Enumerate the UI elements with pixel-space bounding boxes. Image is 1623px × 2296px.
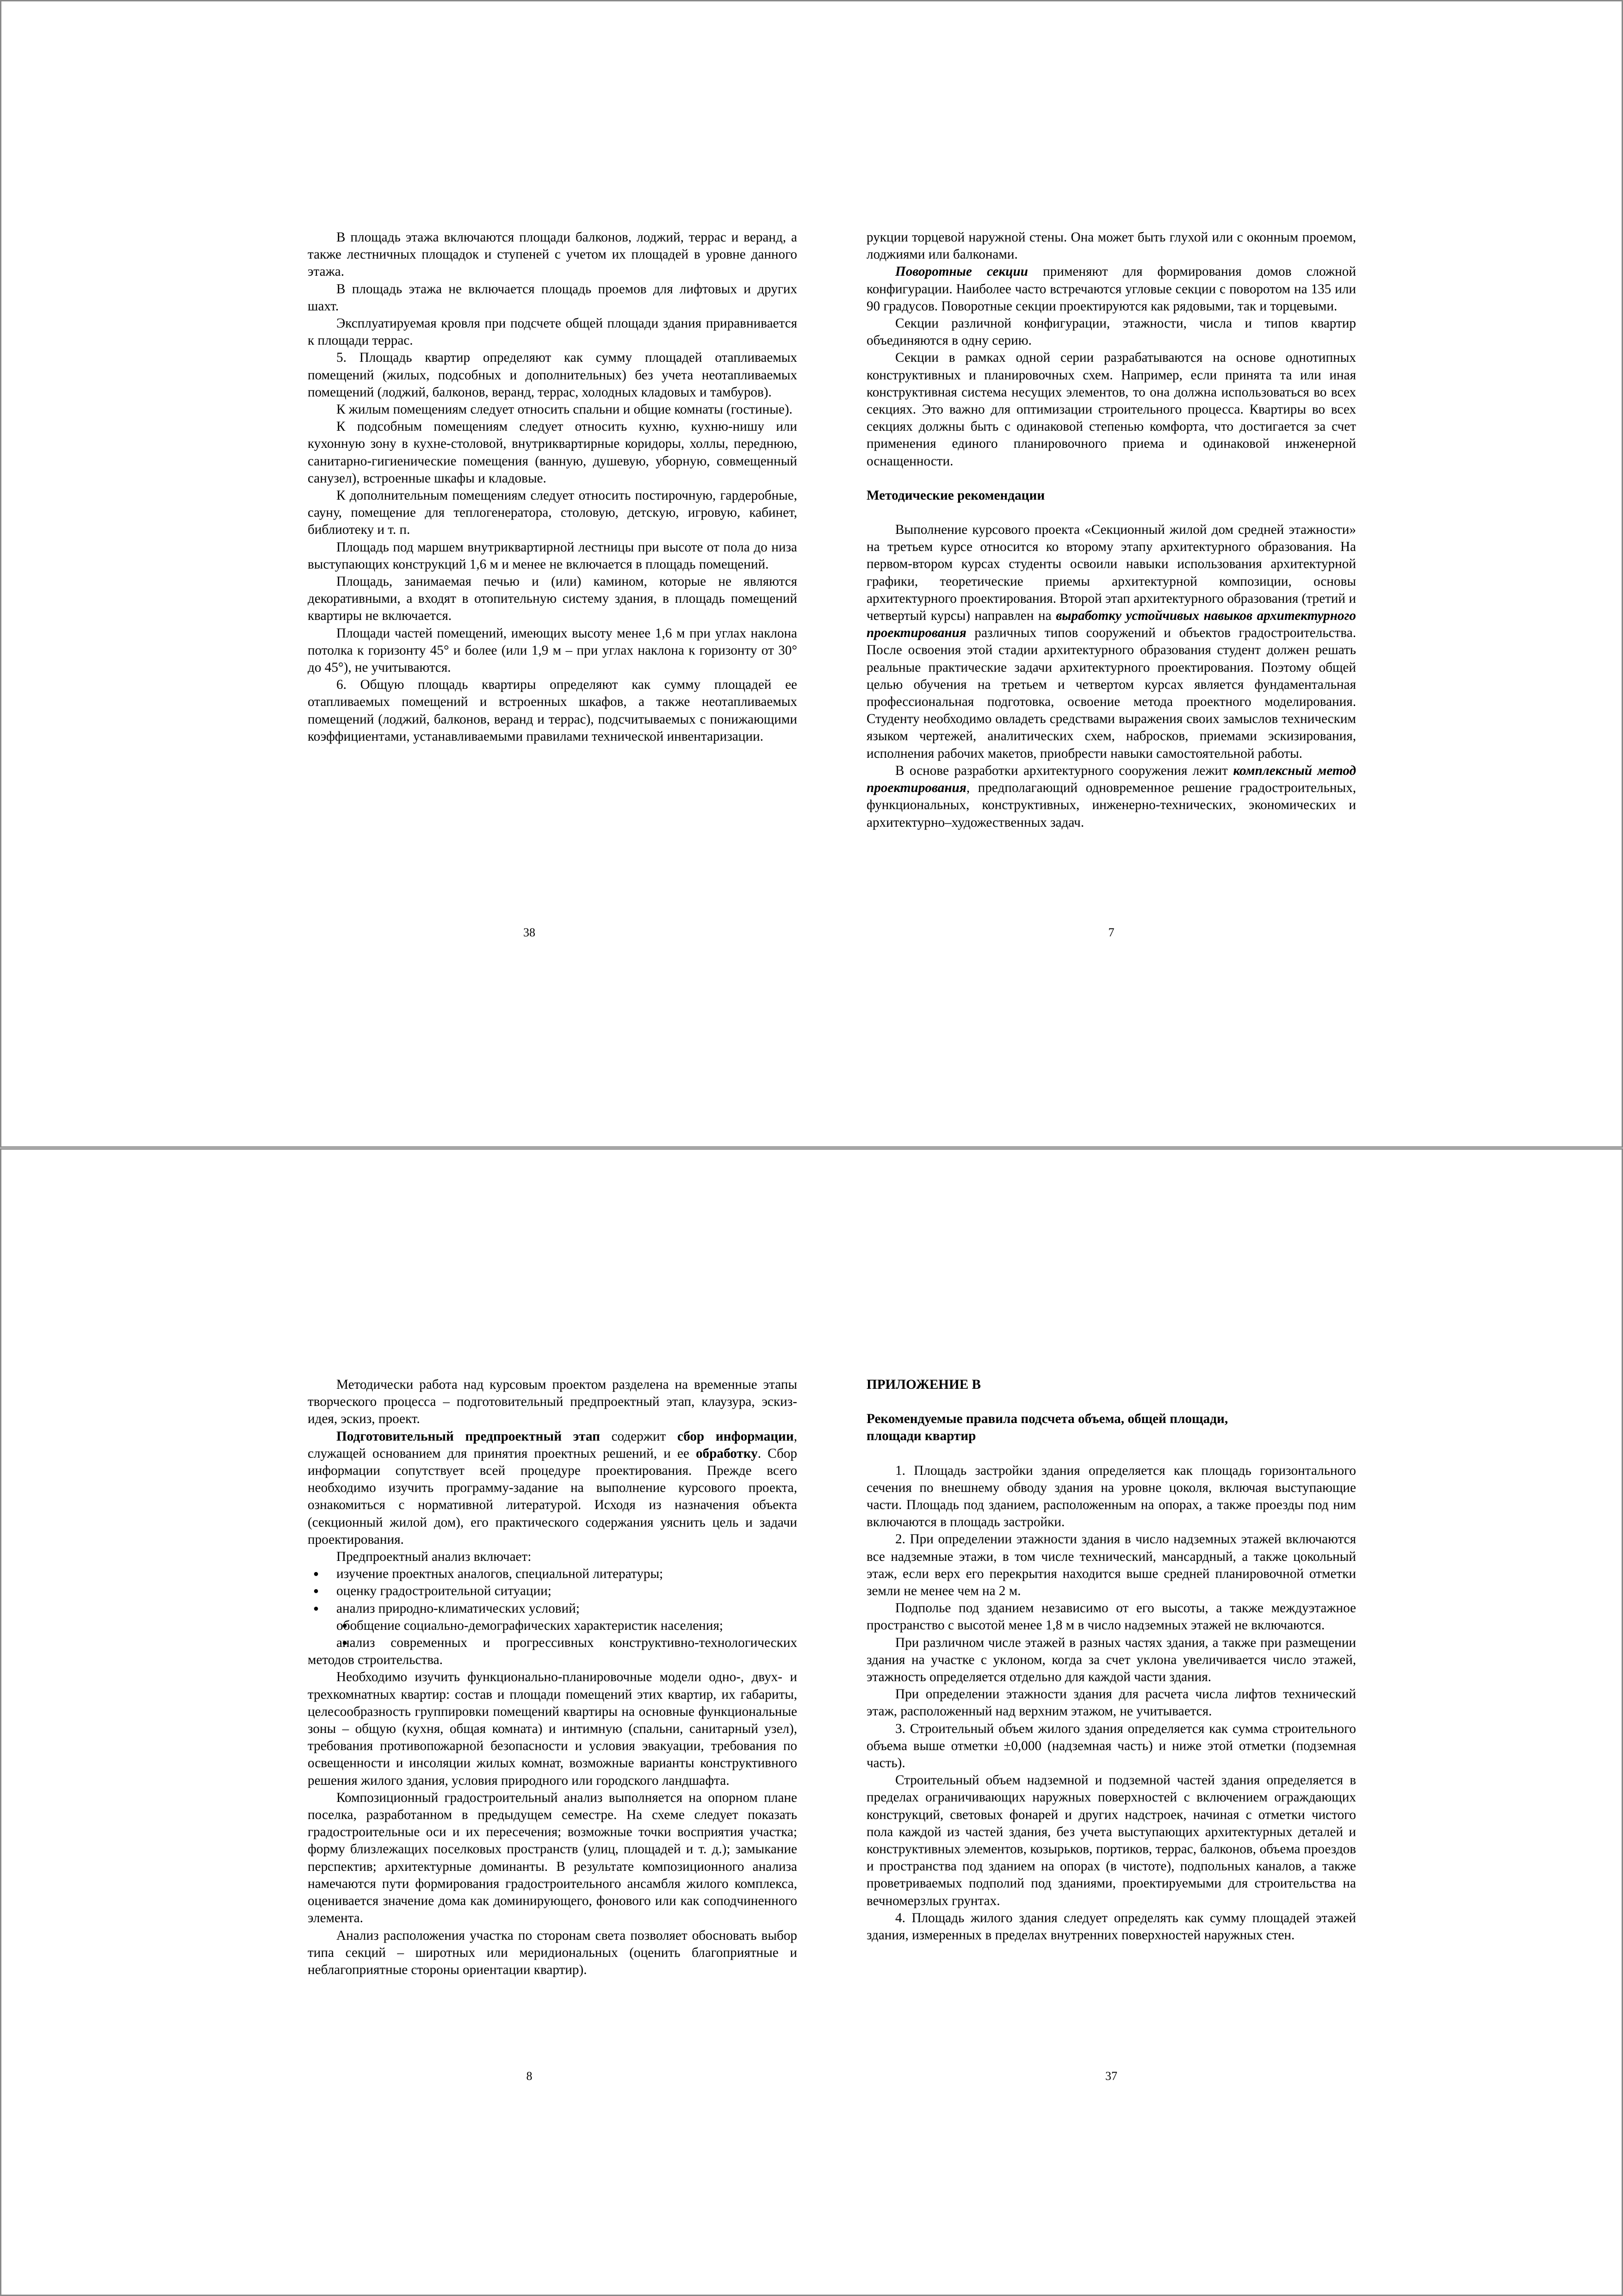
paragraph: К дополнительным помещениям следует относить постирочную, гардеробные, сауну, помещение для теплогенератора, столовую, детскую, игровую, кабинет, библиотеку и т. п. bbox=[308, 488, 797, 538]
paragraph: 4. Площадь жилого здания следует определять как сумму площадей этажей здания, измеренных в пределах внутренних поверхностей наружных стен. bbox=[867, 1910, 1356, 1943]
paragraph: Анализ расположения участка по сторонам света позволяет обосновать выбор типа секций – широтных или меридиональных (оценить благоприятные и неблагоприятные стороны ориентации квартир). bbox=[308, 1928, 797, 1977]
section-title: площади квартир bbox=[867, 1429, 976, 1444]
paragraph: К подсобным помещениям следует относить кухню, кухню-нишу или кухонную зону в кухне-столовой, внутриквартирные коридоры, холлы, переднюю, санитарно-гигиенические помещения (ванную, душевую, уборную, совмещенный санузел), встроенные шкафы и кладовые. bbox=[308, 419, 797, 486]
sheet-bottom bbox=[0, 1148, 1623, 2296]
section-title: Рекомендуемые правила подсчета объема, общей площади, bbox=[867, 1411, 1228, 1427]
list-item: ● анализ природно-климатических условий; bbox=[308, 1600, 797, 1617]
paragraph: Площадь, занимаемая печью и (или) камином, которые не являются декоративными, а входят в отопительную систему здания, в площадь помещений квартиры не включается. bbox=[308, 574, 797, 624]
paragraph: Эксплуатируемая кровля при подсчете общей площади здания приравнивается к площади террас. bbox=[308, 316, 797, 348]
paragraph-text: , служащей основанием для принятия проектных решений, и ее bbox=[308, 1429, 797, 1461]
paragraph: Предпроектный анализ включает: bbox=[336, 1549, 532, 1565]
paragraph-text: В основе разработки архитектурного сооружения лежит bbox=[895, 763, 1233, 778]
paragraph: 1. Площадь застройки здания определяется как площадь горизонтального сечения по внешнему обводу здания на уровне цоколя, включая выступающие части. Площадь под зданием, расположенным на опорах, а также проезды под ним включаются в площадь застройки. bbox=[867, 1463, 1356, 1530]
appendix-title: ПРИЛОЖЕНИЕ В bbox=[867, 1377, 981, 1392]
page-number: 38 bbox=[523, 926, 535, 939]
paragraph: Строительный объем надземной и подземной частей здания определяется в пределах ограничивающих наружных поверхностей с включением ограждающих конструкций, световых фонарей и других надстроек, начиная с отметки чистого пола каждой из частей здания, без учета выступающих архитектурных деталей и конструктивных элементов, козырьков, портиков, террас, балконов, объема проездов и пространства под зданием на опорах (в чистоте), подпольных каналов, а также проветриваемых подполий под зданиями, проектируемыми для строительства на вечномерзлых грунтах. bbox=[867, 1773, 1356, 1908]
paragraph: 3. Строительный объем жилого здания определяется как сумма строительного объема выше отметки ±0,000 (надземная часть) и ниже этой отметки (подземная часть). bbox=[867, 1721, 1356, 1771]
paragraph bbox=[867, 762, 1356, 831]
paragraph bbox=[867, 263, 1356, 315]
list-item: ● изучение проектных аналогов, специальной литературы; bbox=[308, 1566, 797, 1583]
term-rotary-sections: Поворотные секции bbox=[895, 264, 1028, 279]
page-37 bbox=[867, 1376, 1356, 1944]
paragraph bbox=[867, 521, 1356, 762]
page-8 bbox=[308, 1376, 797, 1979]
paragraph-text: применяют для формирования домов сложной конфигурации. Наиболее часто встречаются угловые секции с поворотом на 135 или 90 градусов. Поворотные секции проектируются как рядовыми, так и торцевыми. bbox=[867, 264, 1357, 314]
paragraph: Композиционный градостроительный анализ выполняется на опорном плане поселка, разработанном в предыдущем семестре. На схеме следует показать градостроительные оси и их пересечения; возможные точки восприятия участка; форму близлежащих поселковых пространств (улиц, площадей и т. д.); замыкание перспектив; архитектурные доминанты. В результате композиционного анализа намечаются пути формирования градостроительного ансамбля жилого комплекса, оценивается значение дома как доминирующего, фонового или как соподчиненного элемента. bbox=[308, 1790, 797, 1926]
list-item: ● анализ современных и прогрессивных конструктивно-технологических методов строительства. bbox=[308, 1634, 797, 1669]
paragraph: 5. Площадь квартир определяют как сумму площадей отапливаемых помещений (жилых, подсобных и дополнительных) без учета неотапливаемых помещений (лоджий, балконов, веранд, террас, холодных кладовых и тамбуров). bbox=[308, 350, 797, 400]
paragraph: К жилым помещениям следует относить спальни и общие комнаты (гостиные). bbox=[336, 402, 793, 417]
bullet-list bbox=[308, 1566, 797, 1669]
term-complex-method: комплексный метод проектирования bbox=[867, 763, 1356, 796]
paragraph: В площадь этажа включаются площади балконов, лоджий, террас и веранд, а также лестничных площадок и ступеней с учетом их площадей в уровне данного этажа. bbox=[308, 230, 797, 279]
paragraph: 6. Общую площадь квартиры определяют как сумму площадей ее отапливаемых помещений и встроенных шкафов, а также неотапливаемых помещений (лоджий, балконов, веранд и террас), подсчитываемых с понижающими коэффициентами, устанавливаемыми правилами технической инвентаризации. bbox=[308, 677, 797, 744]
paragraph: Методически работа над курсовым проектом разделена на временные этапы творческого процесса – подготовительный предпроектный этап, клаузура, эскиз-идея, эскиз, проект. bbox=[308, 1377, 797, 1427]
term-skills: выработку устойчивых навыков архитектурного проектирования bbox=[867, 608, 1356, 641]
paragraph bbox=[308, 1428, 797, 1548]
paragraph: При различном числе этажей в разных частях здания, а также при размещении здания на участке с уклоном, когда за счет уклона увеличивается число этажей, этажность определяется отдельно для каждой части здания. bbox=[867, 1635, 1356, 1685]
page-number: 37 bbox=[1105, 2069, 1117, 2083]
paragraph: При определении этажности здания для расчета числа лифтов технический этаж, расположенный над верхним этажом, не учитывается. bbox=[867, 1687, 1356, 1719]
term-preproject-stage: Подготовительный предпроектный этап bbox=[336, 1429, 600, 1444]
paragraph-text: различных типов сооружений и объектов градостроительства. После освоения этой стадии архитектурного образования студент должен решать реальные практические задачи архитектурного проектирования. Поэтому общей целью обучения на третьем и четвертом курсах является фундаментальная профессиональная подготовка, освоение метода проектного моделирования. Студенту необходимо овладеть средствами выражения своих замыслов техническим языком чертежей, аналитических схем, набросков, приемами эскизирования, исполнения рабочих макетов, приобрести навыки самостоятельной работы. bbox=[867, 625, 1356, 761]
paragraph: 2. При определении этажности здания в число надземных этажей включаются все надземные этажи, в том числе технический, мансардный, а также цокольный этаж, если верх его перекрытия находится выше средней планировочной отметки земли не менее чем на 2 м. bbox=[867, 1532, 1356, 1599]
list-item: ● обобщение социально-демографических характеристик населения; bbox=[308, 1617, 797, 1634]
paragraph-text: , предполагающий одновременное решение градостроительных, функциональных, конструктивных, инженерно-технических, экономических и архитектурно–художественных задач. bbox=[867, 780, 1356, 830]
paragraph: В площадь этажа не включается площадь проемов для лифтовых и других шахт. bbox=[308, 281, 797, 314]
page-number: 8 bbox=[526, 2069, 533, 2083]
paragraph: Секции различной конфигурации, этажности, числа и типов квартир объединяются в одну серию. bbox=[867, 316, 1356, 348]
paragraph-text: . Сбор информации сопутствует всей процедуре проектирования. Прежде всего необходимо изучить программу-задание на выполнение курсового проекта, ознакомиться с нормативной литературой. Исходя из назначения объекта (секционный жилой дом), его практического содержания уяснить цель и задачи проектирования. bbox=[308, 1446, 797, 1547]
section-heading: Методические рекомендации bbox=[867, 488, 1045, 503]
paragraph: Секции в рамках одной серии разрабатываются на основе однотипных конструктивных и планировочных схем. Например, если принята та или иная конструктивная система несущих элементов, то она должна использоваться во всех секциях. Это важно для оптимизации строительного процесса. Квартиры во всех секциях должны быть с одинаковой степенью комфорта, что достигается за счет применения единого планировочного приема и одинаковой инженерной оснащенности. bbox=[867, 350, 1356, 469]
term-info-collection: сбор информации bbox=[677, 1429, 794, 1444]
page-38 bbox=[308, 229, 797, 745]
paragraph-text: содержит bbox=[600, 1429, 677, 1444]
list-item: ● оценку градостроительной ситуации; bbox=[308, 1583, 797, 1600]
paragraph: Необходимо изучить функционально-планировочные модели одно-, двух- и трехкомнатных квартир: состав и площади помещений этих квартир, их габариты, целесообразность группировки помещений квартиры на основные функциональные зоны – общую (кухня, общая комната) и интимную (спальни, санитарный узел), требования противопожарной безопасности и условия эвакуации, требования по освещенности и инсоляции жилых комнат, возможные варианты конструктивного решения жилого здания, условия природного или городского ландшафта. bbox=[308, 1670, 797, 1788]
page-7 bbox=[867, 229, 1356, 831]
paragraph: рукции торцевой наружной стены. Она может быть глухой или с оконным проемом, лоджиями или балконами. bbox=[867, 230, 1356, 262]
page-number: 7 bbox=[1108, 926, 1115, 939]
paragraph: Площадь под маршем внутриквартирной лестницы при высоте от пола до низа выступающих конструкций 1,6 м и менее не включается в площадь помещений. bbox=[308, 539, 797, 572]
paragraph: Площади частей помещений, имеющих высоту менее 1,6 м при углах наклона потолка к горизонту 45° и более (или 1,9 м – при углах наклона к горизонту от 30° до 45°), не учитываются. bbox=[308, 625, 797, 675]
paragraph: Подполье под зданием независимо от его высоты, а также междуэтажное пространство с высотой менее 1,8 м в число надземных этажей не включаются. bbox=[867, 1601, 1356, 1633]
term-processing: обработку bbox=[695, 1446, 758, 1461]
paragraph-text: Выполнение курсового проекта «Секционный жилой дом средней этажности» на третьем курсе относится ко второму этапу архитектурного образования. На первом-втором курсах студенты освоили навыки использования архитектурной графики, теоретические приемы архитектурной композиции, основы архитектурного проектирования. Второй этап архитектурного образования (третий и четвертый курсы) направлен на bbox=[867, 522, 1356, 624]
